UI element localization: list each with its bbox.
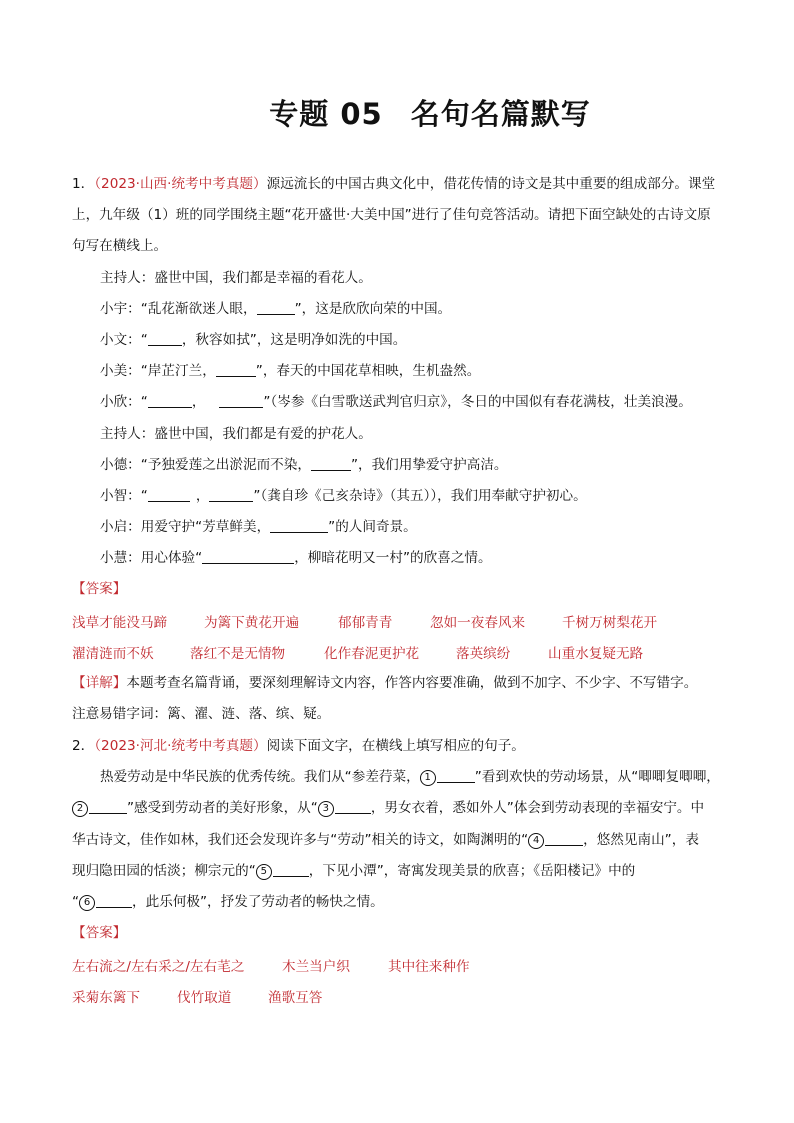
q1-answer-1: 浅草才能没马蹄 — [72, 615, 168, 631]
answer-blank[interactable] — [437, 768, 475, 783]
answer-blank[interactable] — [89, 799, 127, 814]
q1-detail: 【详解】本题考查名篇背诵，要深刻理解诗文内容，作答内容要准确，做到不加字、不少字、不写错字。 — [72, 675, 698, 691]
q1-answer-9: 落英缤纷 — [456, 646, 511, 662]
q2-answer-4: 采菊东篱下 — [72, 990, 140, 1006]
answer-blank[interactable] — [148, 393, 192, 408]
q2-passage-line2: 2 ”感受到劳动者的美好形象，从“ 3 ，男女衣着，悉如外人”体会到劳动表现的幸福安宁。中 — [72, 798, 732, 818]
q1-source: （2023·山西·统考中考真题） — [94, 176, 267, 192]
answer-blank[interactable] — [273, 862, 309, 877]
answer-blank[interactable] — [148, 487, 190, 502]
q1-dialogue-host-1: 主持人：盛世中国，我们都是幸福的看花人。 — [100, 270, 372, 286]
q1-dialogue-host-2: 主持人：盛世中国，我们都是有爱的护花人。 — [100, 426, 372, 442]
q2-answer-2: 木兰当户织 — [282, 959, 350, 975]
q1-stem-line1: 1．（2023·山西·统考中考真题）源远流长的中国古典文化中，借花传情的诗文是其中重要的组成部分。课堂 — [72, 176, 716, 192]
q1-answer-3: 郁郁青青 — [338, 615, 393, 631]
answer-blank[interactable] — [270, 518, 328, 533]
circled-number-3: 3 — [318, 801, 334, 817]
q1-dialogue-xiaoxin: 小欣：“ ， ”（岑参《白雪歌送武判官归京》，冬日的中国似有春花满枝，壮美浪漫。 — [100, 394, 692, 410]
q2-answer-1: 左右流之/左右采之/左右芼之 — [72, 959, 245, 975]
title-topic-name: 名句名篇默写 — [410, 97, 591, 131]
q2-answer-label: 【答案】 — [72, 925, 127, 941]
detail-label: 【详解】 — [72, 675, 127, 691]
circled-number-1: 1 — [420, 770, 436, 786]
q1-note: 注意易错字词：篱、濯、涟、落、缤、疑。 — [72, 706, 331, 722]
answer-blank[interactable] — [216, 362, 256, 377]
q2-passage-line4: 现归隐田园的恬淡；柳宗元的“ 5 ，下见小潭”，寄寓发现美景的欣喜；《岳阳楼记》中的 — [72, 863, 636, 879]
q1-answer-10: 山重水复疑无路 — [548, 646, 644, 662]
q1-answer-8: 化作春泥更护花 — [324, 646, 420, 662]
q1-answer-6: 濯清涟而不妖 — [72, 646, 154, 662]
q1-dialogue-xiaohui: 小慧：用心体验“ ，柳暗花明又一村”的欣喜之情。 — [100, 550, 492, 566]
page-title — [0, 92, 794, 133]
answer-blank[interactable] — [545, 831, 583, 846]
q1-dialogue-xiaode: 小德：“予独爱莲之出淤泥而不染， ”，我们用挚爱守护高洁。 — [100, 457, 508, 473]
answer-blank[interactable] — [202, 549, 294, 564]
q1-answer-7: 落红不是无情物 — [190, 646, 286, 662]
circled-number-6: 6 — [79, 895, 95, 911]
answer-blank[interactable] — [335, 799, 371, 814]
q2-answer-5: 伐竹取道 — [177, 990, 232, 1006]
answer-blank[interactable] — [219, 393, 263, 408]
q1-dialogue-xiaoqi: 小启：用爱守护“芳草鲜美， ”的人间奇景。 — [100, 519, 417, 535]
q1-answer-4: 忽如一夜春风来 — [430, 615, 526, 631]
q1-dialogue-xiaoyu: 小宇：“乱花渐欲迷人眼， ”，这是欣欣向荣的中国。 — [100, 301, 452, 317]
q2-passage-line5: “ 6 ，此乐何极”，抒发了劳动者的畅快之情。 — [72, 894, 384, 910]
circled-number-2: 2 — [72, 801, 88, 817]
answer-blank[interactable] — [148, 331, 182, 346]
q2-passage-line1: 热爱劳动是中华民族的优秀传统。我们从“参差荇菜， 1 ”看到欢快的劳动场景，从“唧唧复唧唧， — [100, 769, 720, 785]
q2-answer-6: 渔歌互答 — [268, 990, 323, 1006]
q2-stem: 2．（2023·河北·统考中考真题）阅读下面文字，在横线上填写相应的句子。 — [72, 738, 525, 754]
q1-answer-2: 为篱下黄花开遍 — [204, 615, 300, 631]
title-topic-number: 专题 05 — [269, 97, 383, 131]
q2-source: （2023·河北·统考中考真题） — [94, 738, 267, 754]
q1-dialogue-xiaomei: 小美：“岸芷汀兰， ”，春天的中国花草相映，生机盎然。 — [100, 363, 481, 379]
q1-dialogue-xiaozhi: 小智：“ ， ”（龚自珍《己亥杂诗》（其五）），我们用奉献守护初心。 — [100, 488, 587, 504]
answer-blank[interactable] — [209, 487, 253, 502]
answer-blank[interactable] — [96, 893, 132, 908]
circled-number-4: 4 — [528, 833, 544, 849]
q1-dialogue-xiaowen: 小文：“ ，秋容如拭”，这是明净如洗的中国。 — [100, 332, 407, 348]
q2-answer-3: 其中往来种作 — [388, 959, 470, 975]
q1-stem-line2: 上，九年级（1）班的同学围绕主题“花开盛世·大美中国”进行了佳句竞答活动。请把下面空缺处的古诗文原 — [72, 207, 711, 223]
answer-blank[interactable] — [257, 300, 295, 315]
circled-number-5: 5 — [256, 864, 272, 880]
q2-passage-line3: 华古诗文，佳作如林，我们还会发现许多与“劳动”相关的诗文，如陶渊明的“ 4 ，悠然见南山”，表 — [72, 832, 699, 848]
q1-answer-5: 千树万树梨花开 — [562, 615, 658, 631]
answer-blank[interactable] — [311, 456, 351, 471]
q1-stem-line3: 句写在横线上。 — [72, 238, 168, 254]
q1-answer-label: 【答案】 — [72, 581, 127, 597]
